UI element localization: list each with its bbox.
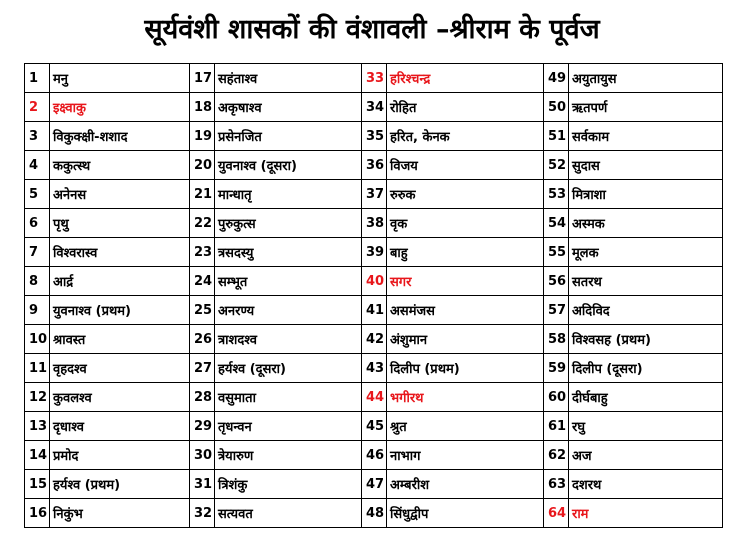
ruler-name-cell: दृधाश्व xyxy=(50,412,190,441)
table-row xyxy=(25,383,723,412)
ruler-name-cell: त्रिशंकु xyxy=(215,470,362,499)
ruler-name-cell: इक्ष्वाकु xyxy=(50,93,190,122)
ruler-name-cell: त्रेयारुण xyxy=(215,441,362,470)
ruler-number-cell: 33 xyxy=(362,64,387,93)
ruler-name-cell: अनेनस xyxy=(50,180,190,209)
ruler-number-cell: 22 xyxy=(190,209,215,238)
ruler-number-cell: 54 xyxy=(544,209,569,238)
ruler-number-cell: 7 xyxy=(25,238,50,267)
ruler-number-cell: 32 xyxy=(190,499,215,528)
ruler-number-cell: 24 xyxy=(190,267,215,296)
ruler-number-cell: 56 xyxy=(544,267,569,296)
ruler-number-cell: 44 xyxy=(362,383,387,412)
ruler-number-cell: 64 xyxy=(544,499,569,528)
ruler-number-cell: 3 xyxy=(25,122,50,151)
ruler-number-cell: 5 xyxy=(25,180,50,209)
ruler-number-cell: 49 xyxy=(544,64,569,93)
ruler-name-cell: हर्यश्व (दूसरा) xyxy=(215,354,362,383)
ruler-number-cell: 6 xyxy=(25,209,50,238)
ruler-name-cell: रोहित xyxy=(387,93,544,122)
ruler-name-cell: विकुक्क्षी-शशाद xyxy=(50,122,190,151)
ruler-number-cell: 60 xyxy=(544,383,569,412)
ruler-name-cell: त्राशदश्व xyxy=(215,325,362,354)
ruler-name-cell: सगर xyxy=(387,267,544,296)
ruler-name-cell: अयुतायुस xyxy=(569,64,723,93)
ruler-name-cell: वृहदश्व xyxy=(50,354,190,383)
ruler-name-cell: सहंताश्व xyxy=(215,64,362,93)
ruler-number-cell: 15 xyxy=(25,470,50,499)
ruler-number-cell: 42 xyxy=(362,325,387,354)
ruler-number-cell: 37 xyxy=(362,180,387,209)
ruler-number-cell: 17 xyxy=(190,64,215,93)
ruler-name-cell: मनु xyxy=(50,64,190,93)
ruler-number-cell: 52 xyxy=(544,151,569,180)
ruler-name-cell: दशरथ xyxy=(569,470,723,499)
ruler-number-cell: 40 xyxy=(362,267,387,296)
ruler-name-cell: बाहु xyxy=(387,238,544,267)
ruler-name-cell: अम्बरीश xyxy=(387,470,544,499)
ruler-name-cell: भगीरथ xyxy=(387,383,544,412)
ruler-number-cell: 47 xyxy=(362,470,387,499)
ruler-name-cell: रघु xyxy=(569,412,723,441)
ruler-number-cell: 36 xyxy=(362,151,387,180)
table-row xyxy=(25,296,723,325)
ruler-name-cell: आर्द्र xyxy=(50,267,190,296)
table-row xyxy=(25,238,723,267)
ruler-number-cell: 9 xyxy=(25,296,50,325)
ruler-name-cell: राम xyxy=(569,499,723,528)
ruler-number-cell: 46 xyxy=(362,441,387,470)
ruler-name-cell: पुरुकुत्स xyxy=(215,209,362,238)
ruler-name-cell: युवनाश्व (दूसरा) xyxy=(215,151,362,180)
table-row xyxy=(25,470,723,499)
ruler-name-cell: प्रमोद xyxy=(50,441,190,470)
ruler-name-cell: विश्वरास्व xyxy=(50,238,190,267)
table-row xyxy=(25,209,723,238)
ruler-name-cell: नाभाग xyxy=(387,441,544,470)
ruler-number-cell: 45 xyxy=(362,412,387,441)
ruler-number-cell: 28 xyxy=(190,383,215,412)
ruler-number-cell: 8 xyxy=(25,267,50,296)
ruler-name-cell: असमंजस xyxy=(387,296,544,325)
ruler-number-cell: 13 xyxy=(25,412,50,441)
ruler-name-cell: ककुत्स्थ xyxy=(50,151,190,180)
table-row xyxy=(25,499,723,528)
ruler-number-cell: 12 xyxy=(25,383,50,412)
ruler-name-cell: मान्धातृ xyxy=(215,180,362,209)
ruler-name-cell: सुदास xyxy=(569,151,723,180)
ruler-number-cell: 14 xyxy=(25,441,50,470)
table-row xyxy=(25,122,723,151)
ruler-number-cell: 53 xyxy=(544,180,569,209)
ruler-number-cell: 20 xyxy=(190,151,215,180)
ruler-name-cell: विश्वसह (प्रथम) xyxy=(569,325,723,354)
ruler-number-cell: 58 xyxy=(544,325,569,354)
ruler-number-cell: 11 xyxy=(25,354,50,383)
ruler-name-cell: अदिविद xyxy=(569,296,723,325)
ruler-number-cell: 57 xyxy=(544,296,569,325)
ruler-name-cell: तृधन्वन xyxy=(215,412,362,441)
ruler-name-cell: त्रसदस्यु xyxy=(215,238,362,267)
ruler-name-cell: हर्यश्व (प्रथम) xyxy=(50,470,190,499)
ruler-name-cell: अज xyxy=(569,441,723,470)
ruler-name-cell: सतरथ xyxy=(569,267,723,296)
ruler-name-cell: दिलीप (प्रथम) xyxy=(387,354,544,383)
ruler-name-cell: श्रुत xyxy=(387,412,544,441)
table-row xyxy=(25,267,723,296)
table-row xyxy=(25,64,723,93)
table-row xyxy=(25,151,723,180)
ruler-number-cell: 27 xyxy=(190,354,215,383)
ruler-name-cell: युवनाश्व (प्रथम) xyxy=(50,296,190,325)
ruler-name-cell: प्रसेनजित xyxy=(215,122,362,151)
table-row xyxy=(25,441,723,470)
ruler-name-cell: रुरुक xyxy=(387,180,544,209)
ruler-number-cell: 19 xyxy=(190,122,215,151)
ruler-number-cell: 51 xyxy=(544,122,569,151)
ruler-name-cell: कुवलश्व xyxy=(50,383,190,412)
ruler-number-cell: 21 xyxy=(190,180,215,209)
ruler-number-cell: 29 xyxy=(190,412,215,441)
ruler-number-cell: 38 xyxy=(362,209,387,238)
ruler-name-cell: सत्यवत xyxy=(215,499,362,528)
ruler-number-cell: 48 xyxy=(362,499,387,528)
ruler-name-cell: दीर्घबाहु xyxy=(569,383,723,412)
ruler-number-cell: 63 xyxy=(544,470,569,499)
ruler-number-cell: 31 xyxy=(190,470,215,499)
ruler-number-cell: 43 xyxy=(362,354,387,383)
ruler-name-cell: अंशुमान xyxy=(387,325,544,354)
ruler-name-cell: श्रावस्त xyxy=(50,325,190,354)
ruler-number-cell: 2 xyxy=(25,93,50,122)
ruler-number-cell: 26 xyxy=(190,325,215,354)
ruler-name-cell: सिंधुद्वीप xyxy=(387,499,544,528)
ruler-name-cell: दिलीप (दूसरा) xyxy=(569,354,723,383)
ruler-number-cell: 10 xyxy=(25,325,50,354)
ruler-number-cell: 61 xyxy=(544,412,569,441)
ruler-number-cell: 41 xyxy=(362,296,387,325)
ruler-name-cell: हरिश्चन्द्र xyxy=(387,64,544,93)
ruler-number-cell: 4 xyxy=(25,151,50,180)
ruler-number-cell: 25 xyxy=(190,296,215,325)
ruler-number-cell: 34 xyxy=(362,93,387,122)
ruler-number-cell: 62 xyxy=(544,441,569,470)
ruler-number-cell: 50 xyxy=(544,93,569,122)
page-title: सूर्यवंशी शासकों की वंशावली –श्रीराम के पूर्वज xyxy=(144,14,600,45)
ruler-name-cell: सम्भूत xyxy=(215,267,362,296)
ruler-name-cell: मित्राशा xyxy=(569,180,723,209)
ruler-name-cell: मूलक xyxy=(569,238,723,267)
ruler-number-cell: 35 xyxy=(362,122,387,151)
table-row xyxy=(25,354,723,383)
ruler-name-cell: वृक xyxy=(387,209,544,238)
ruler-name-cell: ऋतपर्ण xyxy=(569,93,723,122)
lineage-table xyxy=(24,63,723,528)
ruler-number-cell: 23 xyxy=(190,238,215,267)
ruler-name-cell: विजय xyxy=(387,151,544,180)
table-row xyxy=(25,93,723,122)
ruler-number-cell: 55 xyxy=(544,238,569,267)
ruler-name-cell: वसुमाता xyxy=(215,383,362,412)
ruler-number-cell: 59 xyxy=(544,354,569,383)
ruler-number-cell: 30 xyxy=(190,441,215,470)
ruler-number-cell: 16 xyxy=(25,499,50,528)
ruler-name-cell: पृथु xyxy=(50,209,190,238)
table-row xyxy=(25,180,723,209)
ruler-number-cell: 1 xyxy=(25,64,50,93)
ruler-name-cell: निकुंभ xyxy=(50,499,190,528)
ruler-name-cell: अस्मक xyxy=(569,209,723,238)
ruler-name-cell: अकृषाश्व xyxy=(215,93,362,122)
ruler-name-cell: हरित, केनक xyxy=(387,122,544,151)
ruler-number-cell: 18 xyxy=(190,93,215,122)
ruler-name-cell: अनरण्य xyxy=(215,296,362,325)
table-row xyxy=(25,325,723,354)
ruler-name-cell: सर्वकाम xyxy=(569,122,723,151)
ruler-number-cell: 39 xyxy=(362,238,387,267)
table-row xyxy=(25,412,723,441)
